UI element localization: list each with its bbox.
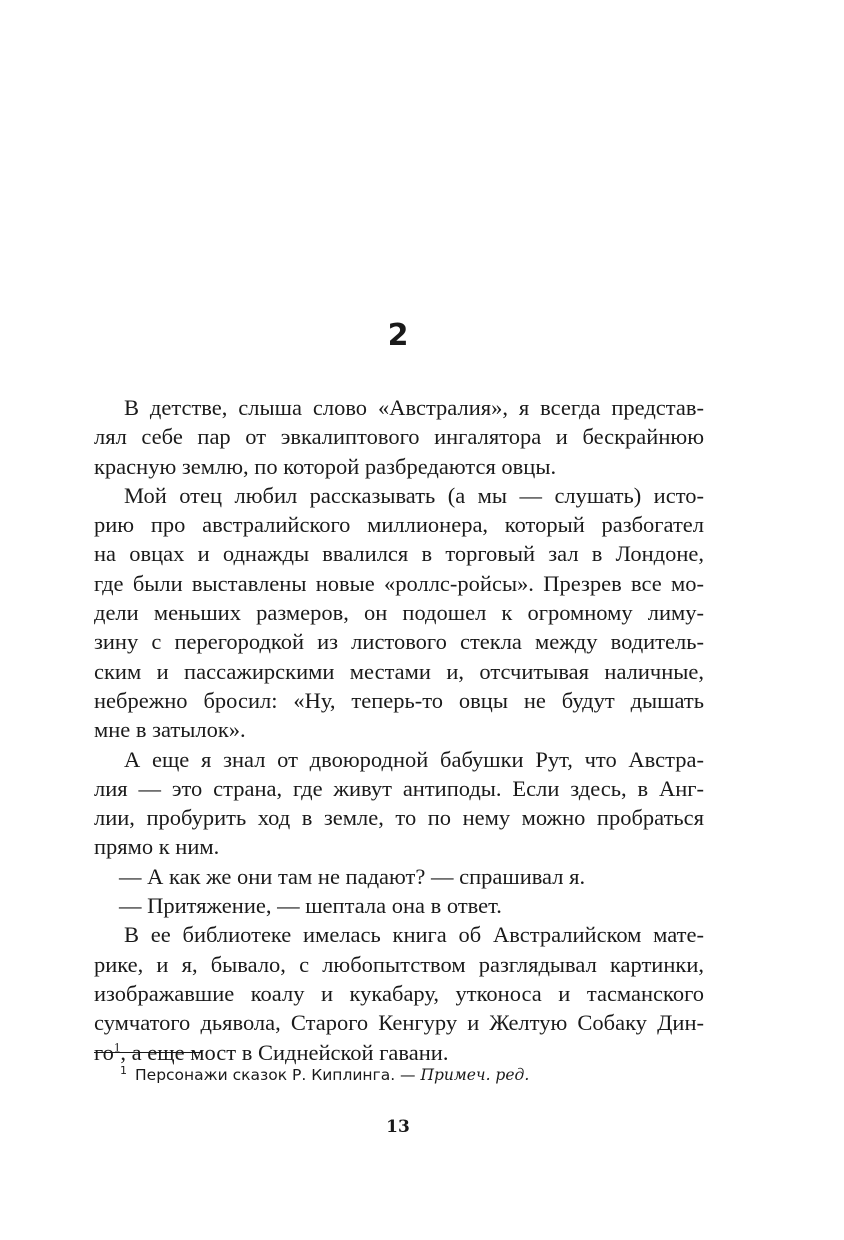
body-text — [94, 393, 704, 1067]
text-fragment: го — [94, 1039, 114, 1065]
text-line: мне в затылок». — [94, 717, 246, 743]
text-fragment: , а еще мост в Сиднейской гавани. — [120, 1039, 449, 1065]
dialogue-line: — А как же они там не падают? — спрашивал я. — [119, 863, 586, 889]
text-line: рике, и я, бывало, с любопытством разглядывал картинки, — [94, 951, 704, 977]
text-line: прямо к ним. — [94, 834, 220, 860]
footnote-divider — [94, 1052, 201, 1053]
text-line: Мой отец любил рассказывать (а мы — слушать) исто- — [124, 482, 704, 508]
text-line: лия — это страна, где живут антиподы. Если здесь, в Анг- — [94, 775, 704, 801]
text-line: на овцах и однажды ввалился в торговый зал в Лондоне, — [94, 541, 704, 567]
footnote — [120, 1064, 529, 1086]
text-line: зину с перегородкой из листового стекла между водитель- — [94, 629, 704, 655]
text-line: сумчатого дьявола, Старого Кенгуру и Желтую Собаку Дин- — [94, 1010, 704, 1036]
footnote-marker: 1 — [120, 1063, 127, 1077]
footnote-editor-note: Примеч. ред. — [420, 1066, 530, 1084]
footnote-text: Персонажи сказок Р. Киплинга. — — [135, 1066, 421, 1084]
text-line: рию про австралийского миллионера, который разбогател — [94, 512, 704, 538]
text-line: изображавшие коалу и кукабару, утконоса и тасманского — [94, 980, 704, 1006]
text-line: лял себе пар от эвкалиптового ингалятора и бескрайнюю — [94, 424, 704, 450]
text-line: красную землю, по которой разбредаются овцы. — [94, 453, 557, 479]
text-line: А еще я знал от двоюродной бабушки Рут, что Австра- — [124, 746, 704, 772]
footnote-reference[interactable]: 1 — [113, 1039, 121, 1055]
chapter-number: 2 — [387, 318, 409, 353]
text-line: В ее библиотеке имелась книга об Австралийском мате- — [124, 922, 704, 948]
dialogue-line: — Притяжение, — шептала она в ответ. — [119, 893, 502, 919]
text-line: В детстве, слыша слово «Австралия», я всегда представ- — [124, 395, 704, 420]
page-number: 13 — [386, 1117, 410, 1137]
text-line: где были выставлены новые «роллс-ройсы». Презрев все мо- — [94, 570, 704, 596]
text-line: дели меньших размеров, он подошел к огромному лиму- — [94, 600, 704, 626]
text-line: небрежно бросил: «Ну, теперь-то овцы не будут дышать — [94, 687, 704, 713]
text-line: ским и пассажирскими местами и, отсчитывая наличные, — [94, 658, 704, 684]
text-line: лии, пробурить ход в земле, то по нему можно пробраться — [94, 805, 704, 831]
